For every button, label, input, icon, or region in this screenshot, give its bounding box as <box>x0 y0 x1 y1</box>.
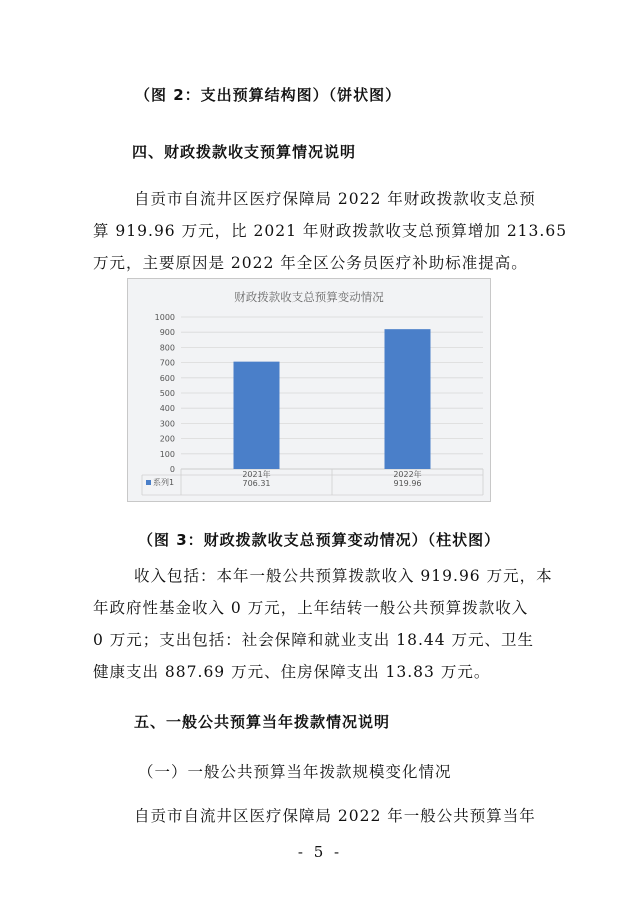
paragraph-line: 万元，主要原因是 2022 年全区公务员医疗补助标准提高。 <box>93 254 528 272</box>
table-value: 706.31 <box>242 479 271 488</box>
paragraph-line: 自贡市自流井区医疗保障局 2022 年财政拨款收支总预 <box>134 190 536 208</box>
paragraph-line: 健康支出 887.69 万元、住房保障支出 13.83 万元。 <box>93 663 491 681</box>
paragraph-line: 算 919.96 万元，比 2021 年财政拨款收支总预算增加 213.65 <box>93 222 568 240</box>
legend-swatch <box>146 480 151 485</box>
table-value: 919.96 <box>393 479 422 488</box>
bar-2 <box>385 329 431 469</box>
paragraph-line: 自贡市自流井区医疗保障局 2022 年一般公共预算当年 <box>134 807 536 825</box>
y-tick-label: 700 <box>159 358 175 368</box>
bar-chart-svg <box>128 279 490 501</box>
budget-change-chart <box>127 278 491 502</box>
figure-2-caption: （图 2：支出预算结构图）（饼状图） <box>135 86 402 104</box>
section-4-heading: 四、财政拨款收支预算情况说明 <box>132 143 357 161</box>
y-tick-label: 100 <box>159 449 175 459</box>
y-tick-label: 400 <box>159 404 175 414</box>
page-number: - 5 - <box>297 843 343 861</box>
paragraph-line: 0 万元；支出包括：社会保障和就业支出 18.44 万元、卫生 <box>93 631 535 649</box>
y-tick-label: 300 <box>159 419 175 429</box>
x-category-label: 2022年 <box>393 470 422 479</box>
section-5-subheading: （一）一般公共预算当年拨款规模变化情况 <box>138 763 452 781</box>
x-category-label: 2021年 <box>242 470 271 479</box>
y-tick-label: 1000 <box>154 313 175 322</box>
y-tick-label: 800 <box>159 343 175 353</box>
paragraph-line: 年政府性基金收入 0 万元，上年结转一般公共预算拨款收入 <box>93 599 529 617</box>
section-5-heading: 五、一般公共预算当年拨款情况说明 <box>134 713 391 731</box>
legend-label: 系列1 <box>153 478 175 487</box>
chart-title: 财政拨款收支总预算变动情况 <box>234 290 384 304</box>
y-tick-label: 0 <box>169 465 175 474</box>
y-tick-label: 900 <box>159 328 175 338</box>
y-tick-label: 200 <box>159 434 175 444</box>
figure-3-caption: （图 3：财政拨款收支总预算变动情况）（柱状图） <box>138 531 501 549</box>
paragraph-line: 收入包括：本年一般公共预算拨款收入 919.96 万元，本 <box>134 567 553 585</box>
bar-1 <box>234 362 280 469</box>
y-tick-label: 600 <box>159 373 175 383</box>
y-tick-label: 500 <box>159 389 175 398</box>
